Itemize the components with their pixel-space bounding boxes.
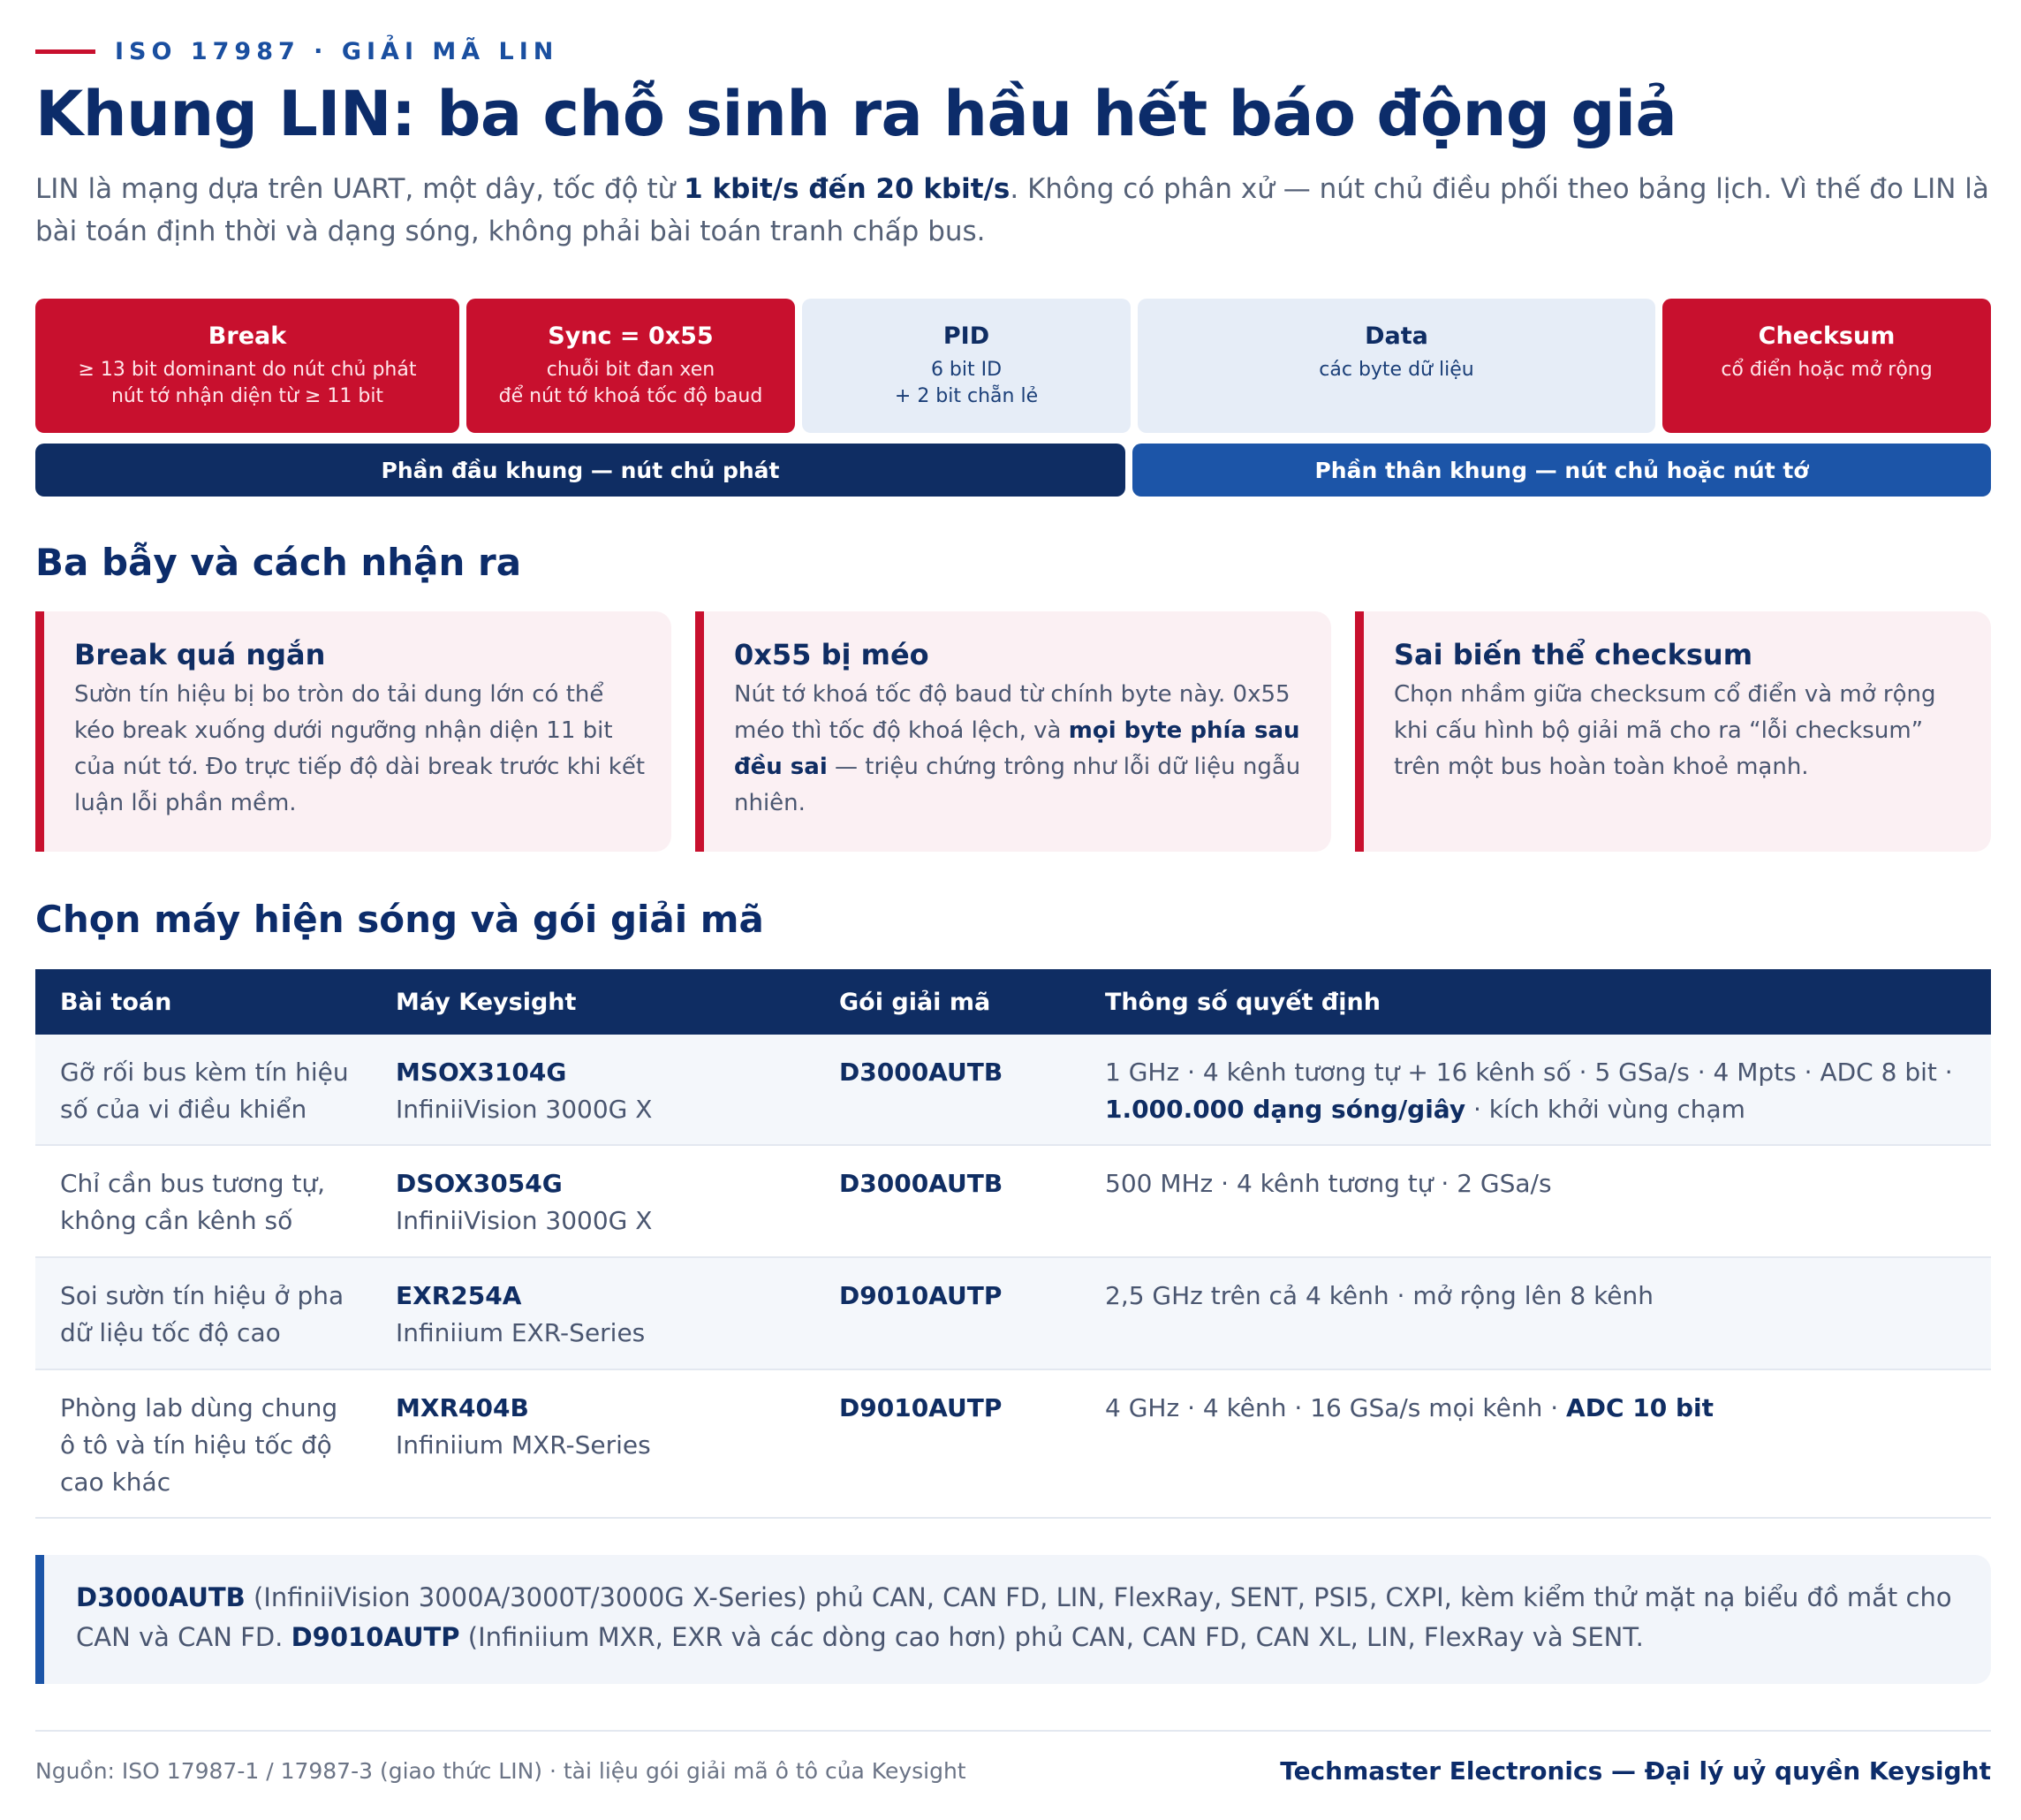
- model-series: InfiniiVision 3000G X: [396, 1206, 653, 1235]
- lead-text-1: LIN là mạng dựa trên UART, một dây, tốc độ từ: [35, 173, 685, 205]
- trap-card-emphasis: mọi byte phía sau đều sai: [734, 717, 1300, 780]
- trap-card: [1355, 611, 1991, 852]
- table-row: [35, 1146, 1991, 1258]
- trap-card-body: Chọn nhầm giữa checksum cổ điển và mở rộng khi cấu hình bộ giải mã cho ra “lỗi checksum” trên một bus hoàn toàn khoẻ mạnh.: [1394, 681, 1936, 780]
- segment-desc: [35, 357, 459, 410]
- table-header: [35, 969, 1991, 1035]
- cell-package: D3000AUTB: [839, 1169, 1003, 1198]
- model-name: EXR254A: [396, 1281, 522, 1310]
- cell-package: D9010AUTP: [839, 1281, 1003, 1310]
- table-row: [35, 1370, 1991, 1519]
- cell-spec: [1105, 1278, 1971, 1315]
- segment-title: Data: [1365, 322, 1428, 350]
- trap-card-body: Sườn tín hiệu bị bo tròn do tải dung lớn có thể kéo break xuống dưới ngưỡng nhận diện 11 bit của nút tớ. Đo trực tiếp độ dài break trước khi kết luận lỗi phần mềm.: [74, 681, 646, 816]
- segment-desc: [466, 357, 795, 410]
- segment-desc-line1: chuỗi bit đan xen: [546, 359, 715, 381]
- model-series: InfiniiVision 3000G X: [396, 1095, 653, 1124]
- cell-model: [396, 1054, 811, 1128]
- lin-frame-diagram: [35, 299, 1991, 433]
- trap-cards: [35, 611, 1991, 852]
- segment-desc: [802, 357, 1131, 410]
- segment-desc-line1: ≥ 13 bit dominant do nút chủ phát: [78, 359, 417, 381]
- cell-model: [396, 1390, 811, 1464]
- model-series: Infiniium EXR-Series: [396, 1318, 646, 1347]
- lead-paragraph: [35, 168, 1991, 253]
- cell-problem: Gỡ rối bus kèm tín hiệu số của vi điều khiển: [60, 1058, 349, 1124]
- table-row: [35, 1258, 1991, 1370]
- trap-card-title: 0x55 bị méo: [734, 638, 929, 671]
- cell-model: [396, 1278, 811, 1352]
- frame-segment-data: [1138, 299, 1655, 433]
- model-name: DSOX3054G: [396, 1169, 563, 1198]
- segment-desc: cổ điển hoặc mở rộng: [1721, 359, 1933, 381]
- column-header-spec: Thông số quyết định: [1105, 988, 1381, 1016]
- segment-desc-line2: để nút tớ khoá tốc độ baud: [498, 385, 763, 407]
- segment-title: Break: [208, 322, 287, 350]
- footer-divider: [35, 1730, 1991, 1732]
- cell-problem: Chỉ cần bus tương tự, không cần kênh số: [60, 1169, 326, 1235]
- segment-title: PID: [942, 322, 990, 350]
- frame-segment-break: [35, 299, 459, 433]
- frame-segment-sync: [466, 299, 795, 433]
- column-header-problem: Bài toán: [60, 988, 172, 1016]
- segment-title: Sync = 0x55: [548, 322, 714, 350]
- trap-card-body: [734, 677, 1305, 822]
- traps-heading: Ba bẫy và cách nhận ra: [35, 541, 522, 584]
- frame-segment-pid: [802, 299, 1131, 433]
- cell-model: [396, 1165, 811, 1240]
- spec-highlight: ADC 10 bit: [1566, 1393, 1714, 1422]
- cell-package: D9010AUTP: [839, 1393, 1003, 1422]
- trap-card-title: Sai biến thể checksum: [1394, 638, 1753, 671]
- cell-problem: Soi sườn tín hiệu ở pha dữ liệu tốc độ cao: [60, 1281, 344, 1347]
- note-package-1: D3000AUTB: [76, 1582, 246, 1612]
- footer-brand: Techmaster Electronics — Đại lý uỷ quyền Keysight: [1280, 1756, 1991, 1786]
- cell-package: D3000AUTB: [839, 1058, 1003, 1087]
- frame-segment-checksum: [1662, 299, 1991, 433]
- trap-card: [695, 611, 1331, 852]
- trap-card-title: Break quá ngắn: [74, 638, 326, 671]
- selection-table: [35, 969, 1991, 1519]
- note-text-2: (Infiniium MXR, EXR và các dòng cao hơn) phủ CAN, CAN FD, CAN XL, LIN, FlexRay và SENT.: [459, 1622, 1644, 1652]
- frame-bands: [35, 444, 1991, 497]
- segment-desc-line1: 6 bit ID: [930, 359, 1003, 381]
- header-band: Phần đầu khung — nút chủ phát: [35, 444, 1125, 497]
- trap-card-body-text: Nút tớ khoá tốc độ baud từ chính byte này. 0x55 méo thì tốc độ khoá lệch, và: [734, 681, 1291, 744]
- eyebrow-accent-line: [35, 49, 95, 54]
- spec-text: 1 GHz · 4 kênh tương tự + 16 kênh số · 5 GSa/s · 4 Mpts · ADC 8 bit ·: [1105, 1058, 1953, 1087]
- footer-source: Nguồn: ISO 17987-1 / 17987-3 (giao thức LIN) · tài liệu gói giải mã ô tô của Keysight: [35, 1758, 966, 1784]
- trap-card-body-text: — triệu chứng trông như lỗi dữ liệu ngẫu nhiên.: [734, 754, 1301, 816]
- spec-text: · kích khởi vùng chạm: [1465, 1095, 1745, 1124]
- spec-text: 500 MHz · 4 kênh tương tự · 2 GSa/s: [1105, 1169, 1552, 1198]
- segment-desc-line2: nút tớ nhận diện từ ≥ 11 bit: [110, 385, 384, 407]
- model-name: MSOX3104G: [396, 1058, 567, 1087]
- column-header-model: Máy Keysight: [396, 988, 577, 1016]
- lead-text-2: . Không có phân xử — nút chủ điều phối theo bảng lịch. Vì thế đo LIN là bài toán định thời và dạng sóng, không phải bài toán tranh chấp bus.: [35, 173, 1989, 247]
- spec-text: 2,5 GHz trên cả 4 kênh · mở rộng lên 8 kênh: [1105, 1281, 1654, 1310]
- page-title: Khung LIN: ba chỗ sinh ra hầu hết báo động giả: [35, 78, 1677, 150]
- selection-heading: Chọn máy hiện sóng và gói giải mã: [35, 898, 764, 941]
- segment-title: Checksum: [1758, 322, 1896, 350]
- column-header-package: Gói giải mã: [839, 988, 991, 1016]
- segment-desc-line2: + 2 bit chẵn lẻ: [894, 385, 1039, 407]
- spec-highlight: 1.000.000 dạng sóng/giây: [1105, 1095, 1466, 1124]
- model-name: MXR404B: [396, 1393, 529, 1422]
- eyebrow: [35, 35, 558, 67]
- cell-problem: Phòng lab dùng chung ô tô và tín hiệu tốc độ cao khác: [60, 1393, 338, 1497]
- table-row: [35, 1035, 1991, 1146]
- package-note: [35, 1555, 1991, 1684]
- model-series: Infiniium MXR-Series: [396, 1430, 651, 1460]
- spec-text: 4 GHz · 4 kênh · 16 GSa/s mọi kênh ·: [1105, 1393, 1567, 1422]
- cell-spec: [1105, 1165, 1971, 1202]
- body-band: Phần thân khung — nút chủ hoặc nút tớ: [1132, 444, 1991, 497]
- eyebrow-text: ISO 17987 · GIẢI MÃ LIN: [115, 37, 559, 65]
- cell-spec: [1105, 1054, 1971, 1128]
- note-text-1: (InfiniiVision 3000A/3000T/3000G X-Series) phủ CAN, CAN FD, LIN, FlexRay, SENT, PSI5, CXPI, kèm kiểm thử mặt nạ biểu đồ mắt cho CAN và CAN FD.: [76, 1582, 1952, 1652]
- trap-card: [35, 611, 671, 852]
- segment-desc: các byte dữ liệu: [1319, 359, 1474, 381]
- cell-spec: [1105, 1390, 1971, 1427]
- note-package-2: D9010AUTP: [291, 1622, 460, 1652]
- lead-speed-range: 1 kbit/s đến 20 kbit/s: [684, 173, 1010, 205]
